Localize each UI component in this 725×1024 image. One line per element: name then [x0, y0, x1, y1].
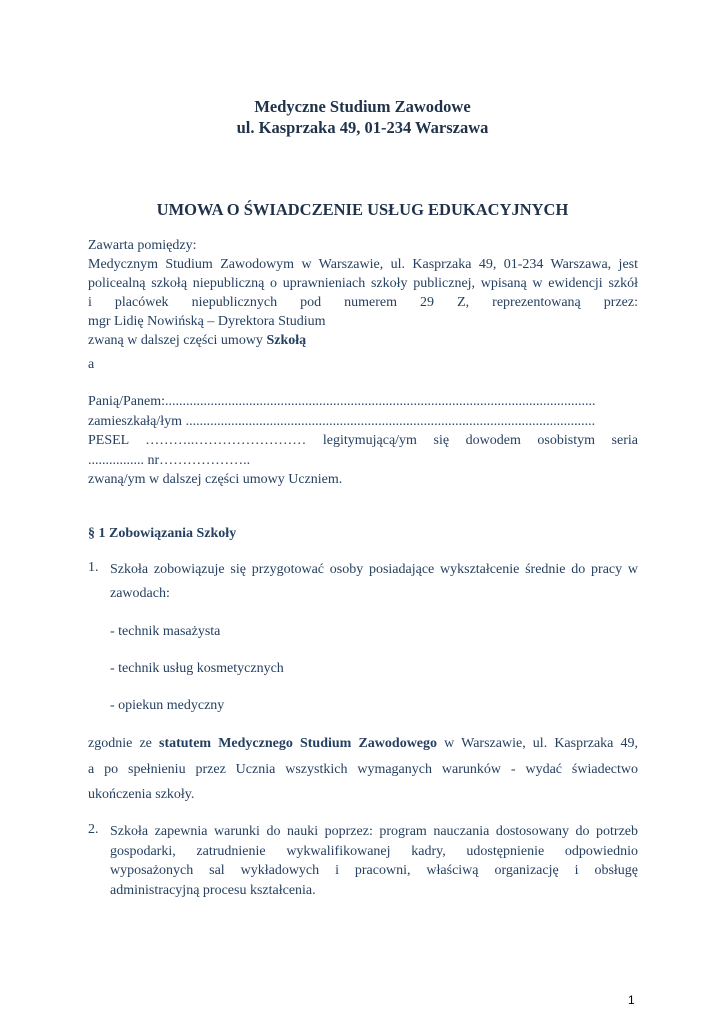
item-text: gospodarki, zatrudnienie wykwalifikowanej kadry, udostępnienie odpowiednio: [110, 844, 638, 859]
item-text: wyposażonych sal wykładowych i pracowni, właściwą organizację i obsługę: [110, 863, 638, 878]
school-line: i placówek niepublicznych pod numerem 29 Z, reprezentowaną przez:: [88, 295, 638, 310]
school-name: Medyczne Studium Zawodowe: [254, 97, 471, 116]
item-number: 2.: [88, 822, 99, 837]
profession-item: - technik usług kosmetycznych: [110, 661, 284, 676]
item-number: 1.: [88, 560, 99, 575]
student-line: zamieszkałą/łym .....................................................................................................................: [88, 414, 596, 429]
statute-prefix: zgodnie ze: [88, 736, 159, 751]
statute-line: ukończenia szkoły.: [88, 787, 195, 802]
section-heading: § 1 Zobowiązania Szkoły: [88, 526, 237, 541]
item-text: Szkoła zapewnia warunki do nauki poprzez: program nauczania dostosowany do potrzeb: [110, 824, 638, 839]
statute-suffix: w Warszawie, ul. Kasprzaka 49,: [437, 736, 639, 751]
student-line: Panią/Panem:...........................................................................................................................: [88, 394, 596, 409]
statute-bold: statutem Medycznego Studium Zawodowego: [159, 736, 438, 751]
conjunction: a: [88, 357, 95, 372]
profession-item: - technik masażysta: [110, 624, 221, 639]
school-address: ul. Kasprzaka 49, 01-234 Warszawa: [236, 118, 489, 137]
student-line: PESEL ………..…………………… legitymującą/ym się dowodem osobistym seria: [88, 433, 638, 448]
student-line: ................ nr………………..: [88, 453, 251, 468]
representative: mgr Lidię Nowińską – Dyrektora Studium: [88, 314, 326, 329]
school-designation: [88, 331, 638, 351]
statute-line: a po spełnieniu przez Ucznia wszystkich wymaganych warunków - wydać świadectwo: [88, 762, 638, 777]
student-line: zwaną/ym w dalszej części umowy Uczniem.: [88, 472, 343, 487]
statute-line: [88, 734, 638, 754]
profession-item: - opiekun medyczny: [110, 698, 225, 713]
intro-text: Zawarta pomiędzy:: [88, 238, 197, 253]
item-text: Szkoła zobowiązuje się przygotować osoby posiadające wykształcenie średnie do pracy w: [110, 562, 638, 577]
designation-bold: Szkołą: [266, 333, 307, 348]
designation-prefix: zwaną w dalszej części umowy: [88, 333, 267, 348]
school-line: Medycznym Studium Zawodowym w Warszawie, ul. Kasprzaka 49, 01-234 Warszawa, jest: [88, 257, 638, 272]
item-text: administracyjną procesu kształcenia.: [110, 883, 316, 898]
school-line: policealną szkołą niepubliczną o uprawnieniach szkoły publicznej, wpisaną w ewidencji szkół: [88, 276, 638, 291]
document-title: UMOWA O ŚWIADCZENIE USŁUG EDUKACYJNYCH: [156, 200, 569, 219]
page-number: 1: [628, 993, 635, 1007]
item-text: zawodach:: [110, 586, 170, 601]
